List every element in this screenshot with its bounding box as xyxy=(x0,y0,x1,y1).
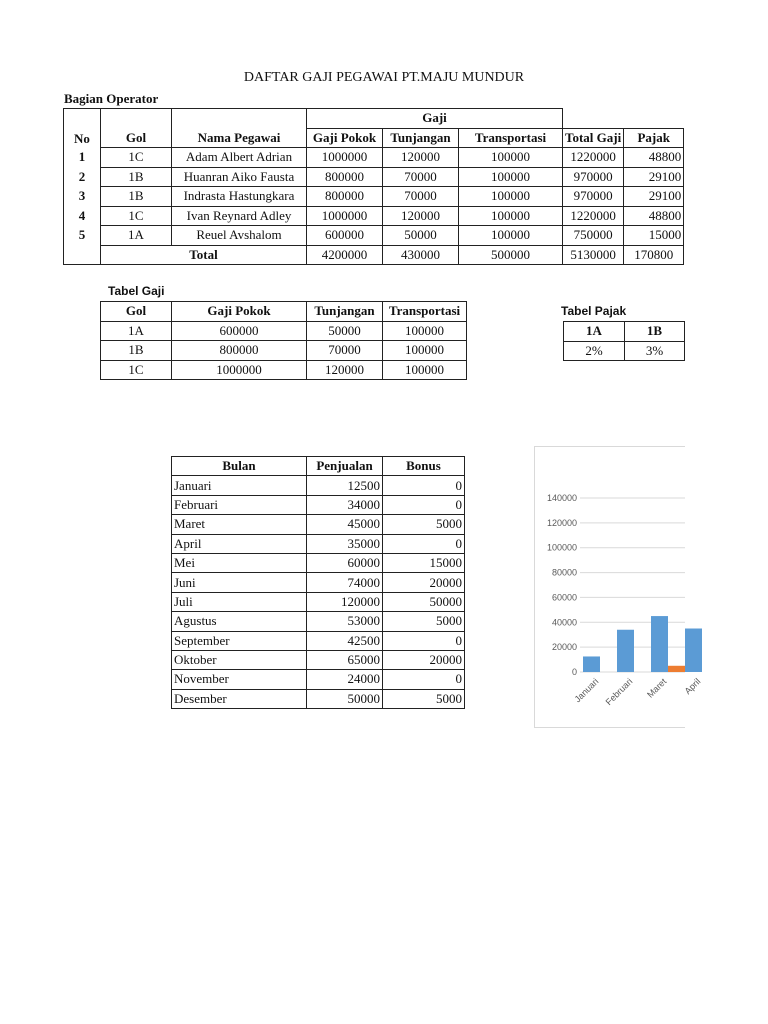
sales-cell-bonus: 0 xyxy=(383,495,465,514)
sales-cell-bulan: Desember xyxy=(172,689,307,708)
salary-cell-gaji-pokok: 800000 xyxy=(172,341,307,361)
cell-nama: Reuel Avshalom xyxy=(172,226,307,246)
cell-pajak: 29100 xyxy=(624,167,684,187)
cell-tunjangan: 70000 xyxy=(383,187,459,207)
cell-tunjangan: 120000 xyxy=(383,148,459,168)
cell-nama: Adam Albert Adrian xyxy=(172,148,307,168)
table-row xyxy=(172,670,465,689)
salary-cell-gol: 1C xyxy=(101,360,172,380)
table-row xyxy=(172,495,465,514)
header-gaji: Gaji xyxy=(307,109,563,129)
cell-transportasi: 100000 xyxy=(459,148,563,168)
header-nama: Nama Pegawai xyxy=(172,109,307,148)
total-tunjangan: 430000 xyxy=(383,245,459,265)
sales-bonus-table xyxy=(171,456,465,709)
salary-header-transportasi: Transportasi xyxy=(383,302,467,322)
salary-cell-gol: 1A xyxy=(101,321,172,341)
tax-header-1a: 1A xyxy=(564,322,625,342)
header-transportasi: Transportasi xyxy=(459,128,563,148)
table-row xyxy=(172,515,465,534)
cell-nama: Huanran Aiko Fausta xyxy=(172,167,307,187)
header-gol: Gol xyxy=(101,109,172,148)
tax-value-1a: 2% xyxy=(564,341,625,361)
tax-reference-table xyxy=(563,321,685,361)
sales-chart-svg xyxy=(535,447,703,727)
sales-cell-penjualan: 42500 xyxy=(307,631,383,650)
salary-reference-table xyxy=(100,301,467,380)
sales-cell-bulan: Agustus xyxy=(172,612,307,631)
table-row xyxy=(172,534,465,553)
cell-gaji-pokok: 800000 xyxy=(307,167,383,187)
cell-transportasi: 100000 xyxy=(459,226,563,246)
sales-cell-bonus: 20000 xyxy=(383,573,465,592)
sales-cell-bonus: 15000 xyxy=(383,553,465,572)
sales-cell-bonus: 0 xyxy=(383,534,465,553)
sales-cell-penjualan: 24000 xyxy=(307,670,383,689)
bar xyxy=(583,656,600,672)
salary-list-table xyxy=(63,108,684,265)
tax-header-1b: 1B xyxy=(625,322,685,342)
cell-nama: Indrasta Hastungkara xyxy=(172,187,307,207)
table-row xyxy=(172,612,465,631)
sales-cell-penjualan: 35000 xyxy=(307,534,383,553)
sales-header-bulan: Bulan xyxy=(172,457,307,476)
y-tick-label: 100000 xyxy=(546,542,577,553)
y-tick-label: 20000 xyxy=(551,642,577,653)
cell-gol: 1B xyxy=(101,167,172,187)
total-transportasi: 500000 xyxy=(459,245,563,265)
cell-total-gaji: 970000 xyxy=(563,187,624,207)
cell-gol: 1B xyxy=(101,187,172,207)
cell-no: 5 xyxy=(64,226,101,246)
sales-chart xyxy=(534,446,703,728)
salary-header-tunjangan: Tunjangan xyxy=(307,302,383,322)
cell-no: 4 xyxy=(64,206,101,226)
table-row xyxy=(172,553,465,572)
y-tick-label: 60000 xyxy=(551,592,577,603)
sales-cell-bulan: Januari xyxy=(172,476,307,495)
header-pajak: Pajak xyxy=(624,128,684,148)
cell-gol: 1C xyxy=(101,206,172,226)
sales-cell-penjualan: 50000 xyxy=(307,689,383,708)
cell-total-gaji: 1220000 xyxy=(563,148,624,168)
cell-total-gaji: 970000 xyxy=(563,167,624,187)
x-tick-label: Maret xyxy=(645,676,669,700)
cell-total-gaji: 1220000 xyxy=(563,206,624,226)
table-row xyxy=(64,148,684,168)
sales-cell-bulan: Februari xyxy=(172,495,307,514)
total-label: Total xyxy=(101,245,307,265)
cell-gaji-pokok: 1000000 xyxy=(307,206,383,226)
table-row xyxy=(64,226,684,246)
salary-header-gaji-pokok: Gaji Pokok xyxy=(172,302,307,322)
sales-header-penjualan: Penjualan xyxy=(307,457,383,476)
salary-table-caption: Tabel Gaji xyxy=(108,284,165,298)
table-row xyxy=(172,573,465,592)
total-pajak: 170800 xyxy=(624,245,684,265)
salary-cell-transportasi: 100000 xyxy=(383,360,467,380)
y-tick-label: 120000 xyxy=(546,517,577,528)
salary-cell-tunjangan: 70000 xyxy=(307,341,383,361)
sales-cell-bonus: 5000 xyxy=(383,515,465,534)
total-gaji-pokok: 4200000 xyxy=(307,245,383,265)
table-row xyxy=(172,650,465,669)
sales-cell-bonus: 20000 xyxy=(383,650,465,669)
header-gaji-pokok: Gaji Pokok xyxy=(307,128,383,148)
table-row xyxy=(172,631,465,650)
table-row xyxy=(64,187,684,207)
sales-cell-penjualan: 12500 xyxy=(307,476,383,495)
sales-cell-bulan: Juni xyxy=(172,573,307,592)
bar xyxy=(668,666,685,672)
cell-pajak: 29100 xyxy=(624,187,684,207)
cell-no: 2 xyxy=(64,167,101,187)
table-row xyxy=(64,167,684,187)
bar xyxy=(617,630,634,672)
cell-no: 3 xyxy=(64,187,101,207)
sales-cell-bulan: Oktober xyxy=(172,650,307,669)
sales-cell-bonus: 0 xyxy=(383,670,465,689)
sales-cell-bonus: 0 xyxy=(383,631,465,650)
table-row xyxy=(172,476,465,495)
sales-cell-bonus: 5000 xyxy=(383,689,465,708)
y-tick-label: 80000 xyxy=(551,567,577,578)
cell-pajak: 48800 xyxy=(624,206,684,226)
cell-pajak: 15000 xyxy=(624,226,684,246)
sales-cell-bonus: 50000 xyxy=(383,592,465,611)
salary-cell-tunjangan: 50000 xyxy=(307,321,383,341)
cell-transportasi: 100000 xyxy=(459,206,563,226)
salary-cell-gol: 1B xyxy=(101,341,172,361)
sales-cell-bulan: November xyxy=(172,670,307,689)
sales-cell-bulan: September xyxy=(172,631,307,650)
cell-nama: Ivan Reynard Adley xyxy=(172,206,307,226)
x-tick-label: Februari xyxy=(603,676,635,708)
total-row xyxy=(64,245,684,265)
bar xyxy=(685,629,702,673)
cell-gaji-pokok: 1000000 xyxy=(307,148,383,168)
y-tick-label: 40000 xyxy=(551,617,577,628)
x-tick-label: April xyxy=(682,676,703,697)
cell-tunjangan: 50000 xyxy=(383,226,459,246)
cell-transportasi: 100000 xyxy=(459,187,563,207)
table-row xyxy=(172,592,465,611)
salary-cell-transportasi: 100000 xyxy=(383,341,467,361)
salary-header-gol: Gol xyxy=(101,302,172,322)
salary-cell-gaji-pokok: 1000000 xyxy=(172,360,307,380)
header-no: No xyxy=(64,109,101,148)
sales-cell-bulan: Juli xyxy=(172,592,307,611)
cell-pajak: 48800 xyxy=(624,148,684,168)
page-title: DAFTAR GAJI PEGAWAI PT.MAJU MUNDUR xyxy=(243,70,525,85)
sales-cell-bulan: Mei xyxy=(172,553,307,572)
y-tick-label: 140000 xyxy=(546,493,577,503)
header-total-gaji: Total Gaji xyxy=(563,128,624,148)
y-tick-label: 0 xyxy=(571,667,577,677)
table-row xyxy=(101,360,467,380)
cell-total-gaji: 750000 xyxy=(563,226,624,246)
salary-cell-gaji-pokok: 600000 xyxy=(172,321,307,341)
x-tick-label: Januari xyxy=(572,676,601,705)
sales-cell-bonus: 5000 xyxy=(383,612,465,631)
sales-cell-bulan: April xyxy=(172,534,307,553)
sales-cell-penjualan: 60000 xyxy=(307,553,383,572)
sales-cell-penjualan: 45000 xyxy=(307,515,383,534)
sales-cell-bonus: 0 xyxy=(383,476,465,495)
cell-gol: 1C xyxy=(101,148,172,168)
cell-tunjangan: 120000 xyxy=(383,206,459,226)
tax-value-1b: 3% xyxy=(625,341,685,361)
table-row xyxy=(64,206,684,226)
cell-gaji-pokok: 600000 xyxy=(307,226,383,246)
tax-table-caption: Tabel Pajak xyxy=(561,304,627,318)
header-tunjangan: Tunjangan xyxy=(383,128,459,148)
sales-cell-penjualan: 74000 xyxy=(307,573,383,592)
cell-gaji-pokok: 800000 xyxy=(307,187,383,207)
cell-transportasi: 100000 xyxy=(459,167,563,187)
sales-cell-penjualan: 53000 xyxy=(307,612,383,631)
salary-cell-transportasi: 100000 xyxy=(383,321,467,341)
sales-cell-penjualan: 65000 xyxy=(307,650,383,669)
cell-no: 1 xyxy=(64,148,101,168)
table-row xyxy=(101,321,467,341)
total-total-gaji: 5130000 xyxy=(563,245,624,265)
cell-tunjangan: 70000 xyxy=(383,167,459,187)
table-row xyxy=(101,341,467,361)
table-row xyxy=(172,689,465,708)
sales-header-bonus: Bonus xyxy=(383,457,465,476)
sales-cell-penjualan: 120000 xyxy=(307,592,383,611)
sales-cell-penjualan: 34000 xyxy=(307,495,383,514)
sales-cell-bulan: Maret xyxy=(172,515,307,534)
bar xyxy=(651,616,668,672)
section-label: Bagian Operator xyxy=(64,91,159,106)
cell-gol: 1A xyxy=(101,226,172,246)
salary-cell-tunjangan: 120000 xyxy=(307,360,383,380)
